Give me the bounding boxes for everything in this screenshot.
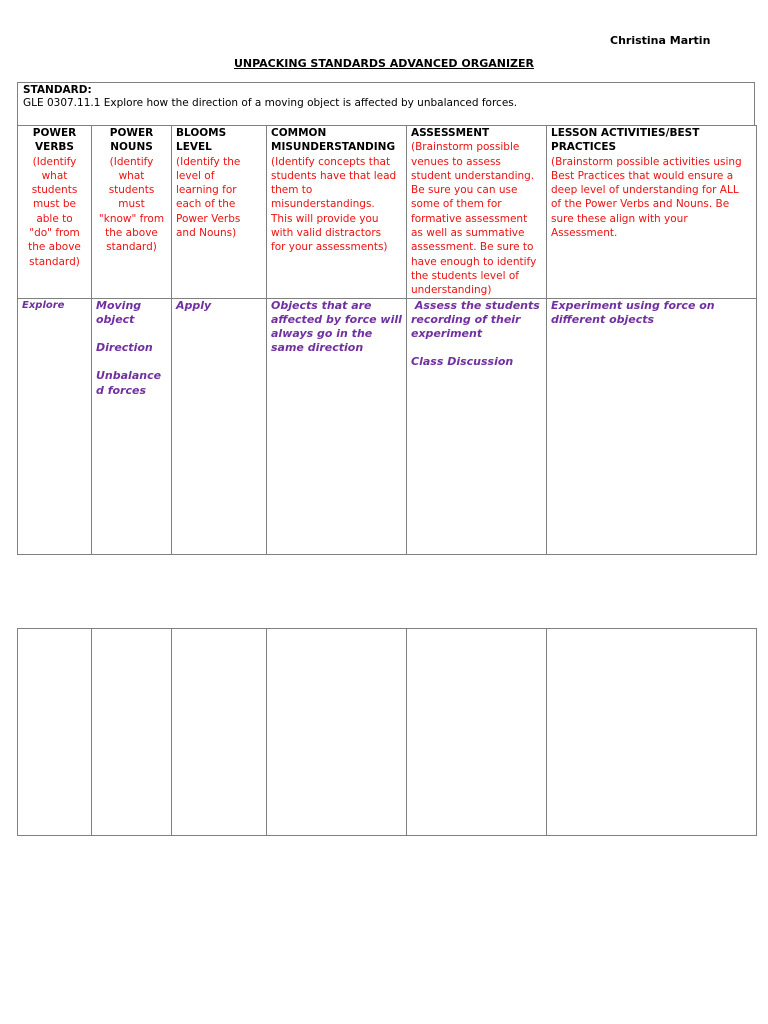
- col-header-power-verbs: [18, 126, 92, 299]
- cell-power-verbs: Explore: [18, 298, 92, 554]
- col-instructions: (Identify the level of learning for each of the Power Verbs and Nouns): [176, 155, 241, 240]
- col-title: POWER NOUNS: [109, 127, 154, 154]
- header-row: [18, 126, 757, 299]
- col-header-lesson-activities: [547, 126, 757, 299]
- col-title: ASSESSMENT: [411, 127, 490, 139]
- col-header-power-nouns: [92, 126, 172, 299]
- standard-text: GLE 0307.11.1 Explore how the direction of a moving object is affected by unbalanced forces.: [23, 97, 518, 109]
- blank-cell[interactable]: [172, 629, 267, 836]
- col-instructions: (Identify concepts that students have that lead them to misunderstandings. This will provide you with valid distractors for your assessments): [271, 155, 397, 254]
- cell-misunderstanding: Objects that are affected by force will always go in the same direction: [267, 298, 407, 554]
- standard-label: STANDARD:: [23, 84, 92, 96]
- cell-blooms-level: Apply: [172, 298, 267, 554]
- blank-cell[interactable]: [407, 629, 547, 836]
- document-title: UNPACKING STANDARDS ADVANCED ORGANIZER: [233, 57, 535, 70]
- col-title: LESSON ACTIVITIES/BEST PRACTICES: [551, 127, 700, 154]
- col-instructions: (Brainstorm possible activities using Best Practices that would ensure a deep level of understanding for ALL of the Power Verbs and Nouns. Be sure these align with your Assessment.: [551, 155, 742, 240]
- standard-box: [17, 82, 755, 125]
- blank-row: [18, 629, 757, 836]
- col-header-misunderstanding: [267, 126, 407, 299]
- col-header-assessment: [407, 126, 547, 299]
- col-title: POWER VERBS: [32, 127, 77, 154]
- blank-cell[interactable]: [267, 629, 407, 836]
- col-instructions: (Identify what students must "know" from the above standard): [98, 155, 165, 254]
- cell-assessment: Assess the students recording of their experiment Class Discussion: [407, 298, 547, 554]
- col-title: BLOOMS LEVEL: [176, 127, 227, 154]
- organizer-table: [17, 125, 757, 555]
- blank-cell[interactable]: [92, 629, 172, 836]
- cell-power-nouns: Moving object Direction Unbalance d forces: [92, 298, 172, 554]
- answer-row: [18, 298, 757, 554]
- blank-cell[interactable]: [547, 629, 757, 836]
- col-title: COMMON MISUNDERSTANDING: [271, 127, 396, 154]
- col-instructions: (Brainstorm possible venues to assess student understanding. Be sure you can use some of them for formative assessment as well as summative assessment. Be sure to have enough to identify the students level of understanding): [411, 141, 537, 297]
- col-header-blooms-level: [172, 126, 267, 299]
- blank-cell[interactable]: [18, 629, 92, 836]
- cell-lesson-activities: Experiment using force on different objects: [547, 298, 757, 554]
- blank-organizer-table: [17, 628, 757, 836]
- col-instructions: (Identify what students must be able to "do" from the above standard): [28, 155, 81, 268]
- author-name: Christina Martin: [610, 34, 711, 47]
